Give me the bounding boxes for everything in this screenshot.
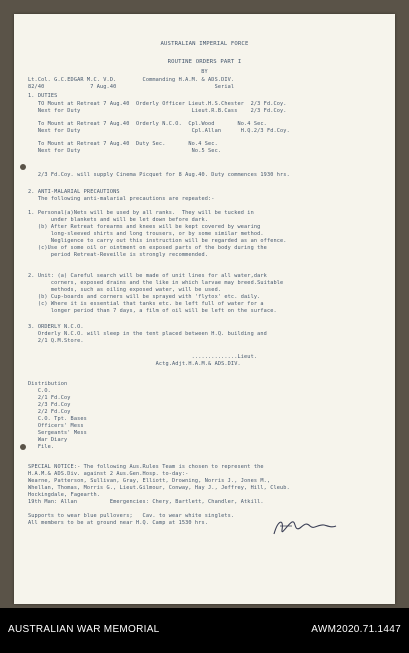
document-page bbox=[14, 14, 395, 604]
doc-line: All members to be at ground near H.Q. Camp at 1530 hrs. bbox=[28, 520, 209, 526]
distribution-item: 2/1 Fd.Coy bbox=[28, 395, 71, 401]
title-line: AUSTRALIAN IMPERIAL FORCE bbox=[160, 41, 249, 47]
doc-line: Orderly N.C.O. will sleep in the tent placed between H.Q. building and bbox=[28, 331, 267, 337]
doc-line: (c)Use of some oil or ointment on exposed parts of the body during the bbox=[28, 245, 267, 251]
doc-line: 2/1 Q.M.Store. bbox=[28, 338, 84, 344]
doc-line: Whellan, Thomas, Morris G., Lieut.Gilmour, Conway, Hay J., Jeffrey, Hill, Cleub. bbox=[28, 485, 290, 491]
signature-line: ..............Lieut. bbox=[28, 354, 258, 360]
signature bbox=[270, 516, 340, 538]
doc-line: longer period than 7 days, a film of oil will be left on the surface. bbox=[28, 308, 277, 314]
distribution-item: C.O. Tpt. Bases bbox=[28, 416, 87, 422]
section-heading: 1. DUTIES bbox=[28, 93, 58, 99]
doc-line: Lt.Col. G.C.EDGAR M.C. V.D. Commanding H.A.M. & ADS.DIV. bbox=[28, 77, 235, 83]
section-heading: Distribution bbox=[28, 381, 68, 387]
distribution-item: War Diary bbox=[28, 437, 68, 443]
punch-hole bbox=[20, 164, 26, 170]
distribution-item: 2/2 Fd.Coy bbox=[28, 409, 71, 415]
doc-line: 82/40 7 Aug.40 Serial bbox=[28, 84, 235, 90]
signature-title: Actg.Adjt.H.A.M.& ADS.DIV. bbox=[28, 361, 241, 367]
doc-line: Next for Duty No.5 Sec. bbox=[28, 148, 222, 154]
heading-line: ROUTINE ORDERS PART I bbox=[167, 59, 242, 65]
doc-line: To Mount at Retreat 7 Aug.40 Duty Sec. No.4 Sec. bbox=[28, 141, 218, 147]
doc-line: period Retreat-Reveille is strongly recommended. bbox=[28, 252, 209, 258]
distribution-item: Officers' Mess bbox=[28, 423, 84, 429]
doc-line: 2/3 Fd.Coy. will supply Cinema Picquet for 8 Aug.40. Duty commences 1930 hrs. bbox=[28, 172, 290, 178]
section-heading: 2. ANTI-MALARIAL PRECAUTIONS bbox=[28, 189, 120, 195]
doc-line: (b) Cup-boards and corners will be sprayed with 'flytox' etc. daily. bbox=[28, 294, 261, 300]
doc-line: (b) After Retreat forearms and knees will be kept covered by wearing bbox=[28, 224, 261, 230]
doc-line: Negligence to carry out this instruction will be regarded as an offence. bbox=[28, 238, 287, 244]
doc-line: 2. Unit: (a) Careful search will be made of unit lines for all water,dark bbox=[28, 273, 267, 279]
by-line: BY bbox=[201, 69, 208, 75]
doc-line: Next for Duty Lieut.R.B.Cass 2/3 Fd.Coy. bbox=[28, 108, 287, 114]
doc-line: The following anti-malarial precautions are repeated:- bbox=[28, 196, 215, 202]
doc-line: long-sleeved shirts and long trousers, or by some similar method. bbox=[28, 231, 264, 237]
doc-line: under blankets and will be let down before dark. bbox=[28, 217, 209, 223]
footer-bar bbox=[0, 608, 409, 653]
doc-line: Supports to wear blue pullovers; Cav. to wear white singlets. bbox=[28, 513, 235, 519]
punch-hole bbox=[20, 444, 26, 450]
distribution-item: Sergeants' Mess bbox=[28, 430, 87, 436]
doc-line: (c) Where it is essential that tanks etc. be left full of water for a bbox=[28, 301, 264, 307]
doc-line: SPECIAL NOTICE:- The following Aus.Rules Team is chosen to represent the bbox=[28, 464, 264, 470]
distribution-item: File. bbox=[28, 444, 55, 450]
footer-source: AUSTRALIAN WAR MEMORIAL bbox=[8, 624, 160, 635]
distribution-item: 2/3 Fd.Coy bbox=[28, 402, 71, 408]
doc-line: corners, exposed drains and the like in which larvae may breed.Suitable bbox=[28, 280, 284, 286]
doc-line: 19th Man: Allan Emergencies: Chery, Bartlett, Chandler, Atkill. bbox=[28, 499, 264, 505]
section-heading: 3. ORDERLY N.C.O. bbox=[28, 324, 84, 330]
doc-line: H.A.M.& ADS.Div. against 2 Aus.Gen.Hosp. to-day:- bbox=[28, 471, 189, 477]
doc-line: Hockingdale, Fagearth. bbox=[28, 492, 101, 498]
doc-line: TO Mount at Retreat 7 Aug.40 Orderly Officer Lieut.H.S.Chester 2/3 Fd.Coy. bbox=[28, 101, 287, 107]
doc-line: Wearne, Patterson, Sullivan, Gray, Elliott, Drowning, Norris J., Jones M., bbox=[28, 478, 271, 484]
doc-line: Next for Duty Cpl.Allan H.Q.2/3 Fd.Coy. bbox=[28, 128, 290, 134]
doc-line: 1. Personal(a)Nets will be used by all ranks. They will be tucked in bbox=[28, 210, 254, 216]
footer-id: AWM2020.71.1447 bbox=[311, 624, 401, 635]
distribution-item: C.O. bbox=[28, 388, 51, 394]
doc-line: To Mount at Retreat 7 Aug.40 Orderly N.C.O. Cpl.Wood No.4 Sec. bbox=[28, 121, 267, 127]
doc-line: methods, such as oiling exposed water, will be used. bbox=[28, 287, 222, 293]
